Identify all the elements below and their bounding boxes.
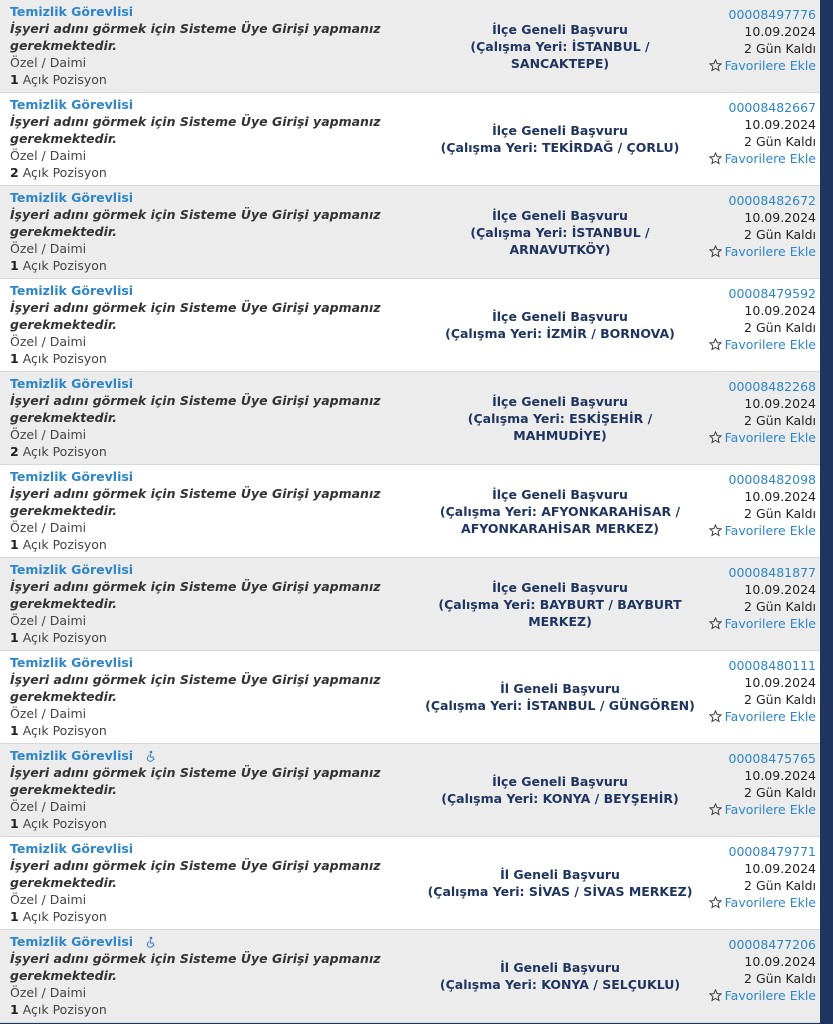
star-outline-icon bbox=[709, 152, 722, 165]
star-outline-icon bbox=[709, 431, 722, 444]
job-info bbox=[10, 282, 410, 367]
job-listing-row bbox=[0, 930, 820, 1023]
job-title-link[interactable]: Temizlik Görevlisi bbox=[10, 190, 134, 205]
open-positions-label: Açık Pozisyon bbox=[22, 816, 107, 831]
open-positions-count: 1 bbox=[10, 537, 19, 552]
employer-login-note: İşyeri adını görmek için Sisteme Üye Girişi yapmanız gerekmektedir. bbox=[10, 207, 381, 239]
add-to-favorites-label: Favorilere Ekle bbox=[724, 151, 816, 166]
job-title-link[interactable]: Temizlik Görevlisi bbox=[10, 934, 134, 949]
listing-meta bbox=[686, 564, 816, 634]
scope-label: İl Geneli Başvuru bbox=[500, 867, 620, 882]
add-to-favorites-button[interactable] bbox=[709, 57, 816, 74]
application-scope bbox=[425, 465, 695, 557]
listing-number-link[interactable]: 00008497776 bbox=[728, 7, 816, 22]
listing-meta bbox=[686, 99, 816, 169]
open-positions-count: 2 bbox=[10, 444, 19, 459]
listing-date: 10.09.2024 bbox=[744, 768, 816, 783]
employment-type: Özel / Daimi bbox=[10, 706, 87, 721]
listing-number-link[interactable]: 00008482098 bbox=[728, 472, 816, 487]
add-to-favorites-label: Favorilere Ekle bbox=[724, 616, 816, 631]
employer-login-note: İşyeri adını görmek için Sisteme Üye Girişi yapmanız gerekmektedir. bbox=[10, 858, 381, 890]
employer-login-note: İşyeri adını görmek için Sisteme Üye Girişi yapmanız gerekmektedir. bbox=[10, 21, 381, 53]
work-location: (Çalışma Yeri: KONYA / BEYŞEHİR) bbox=[441, 791, 679, 806]
listing-date: 10.09.2024 bbox=[744, 489, 816, 504]
job-title-link[interactable]: Temizlik Görevlisi bbox=[10, 562, 134, 577]
star-outline-icon bbox=[709, 989, 722, 1002]
open-positions-label: Açık Pozisyon bbox=[22, 165, 107, 180]
open-positions-label: Açık Pozisyon bbox=[22, 909, 107, 924]
scope-label: İlçe Geneli Başvuru bbox=[492, 123, 628, 138]
days-remaining: 2 Gün Kaldı bbox=[744, 41, 816, 56]
employer-login-note: İşyeri adını görmek için Sisteme Üye Girişi yapmanız gerekmektedir. bbox=[10, 114, 381, 146]
open-positions bbox=[10, 350, 410, 367]
days-remaining: 2 Gün Kaldı bbox=[744, 506, 816, 521]
job-title-line bbox=[10, 561, 410, 578]
star-outline-icon bbox=[709, 710, 722, 723]
job-info bbox=[10, 375, 410, 460]
employment-type: Özel / Daimi bbox=[10, 613, 87, 628]
employer-login-note: İşyeri adını görmek için Sisteme Üye Girişi yapmanız gerekmektedir. bbox=[10, 951, 381, 983]
add-to-favorites-button[interactable] bbox=[709, 522, 816, 539]
open-positions-label: Açık Pozisyon bbox=[22, 630, 107, 645]
scope-label: İlçe Geneli Başvuru bbox=[492, 309, 628, 324]
days-remaining: 2 Gün Kaldı bbox=[744, 878, 816, 893]
listing-date: 10.09.2024 bbox=[744, 210, 816, 225]
listing-meta bbox=[686, 192, 816, 262]
job-info bbox=[10, 933, 410, 1018]
listing-date: 10.09.2024 bbox=[744, 117, 816, 132]
employer-login-note: İşyeri adını görmek için Sisteme Üye Girişi yapmanız gerekmektedir. bbox=[10, 579, 381, 611]
days-remaining: 2 Gün Kaldı bbox=[744, 134, 816, 149]
open-positions-count: 1 bbox=[10, 723, 19, 738]
star-outline-icon bbox=[709, 617, 722, 630]
open-positions bbox=[10, 908, 410, 925]
job-title-link[interactable]: Temizlik Görevlisi bbox=[10, 97, 134, 112]
application-scope bbox=[425, 930, 695, 1022]
application-scope bbox=[425, 279, 695, 371]
listing-number-link[interactable]: 00008479771 bbox=[728, 844, 816, 859]
application-scope bbox=[425, 744, 695, 836]
job-listing-row bbox=[0, 651, 820, 744]
job-info bbox=[10, 654, 410, 739]
open-positions-count: 2 bbox=[10, 165, 19, 180]
star-outline-icon bbox=[709, 338, 722, 351]
job-title-link[interactable]: Temizlik Görevlisi bbox=[10, 841, 134, 856]
open-positions bbox=[10, 629, 410, 646]
job-title-link[interactable]: Temizlik Görevlisi bbox=[10, 4, 134, 19]
days-remaining: 2 Gün Kaldı bbox=[744, 320, 816, 335]
application-scope bbox=[425, 372, 695, 464]
open-positions bbox=[10, 1001, 410, 1018]
application-scope bbox=[425, 558, 695, 650]
work-location: (Çalışma Yeri: SİVAS / SİVAS MERKEZ) bbox=[427, 884, 693, 899]
work-location: (Çalışma Yeri: İZMİR / BORNOVA) bbox=[445, 326, 675, 341]
job-info bbox=[10, 96, 410, 181]
work-location: (Çalışma Yeri: TEKİRDAĞ / ÇORLU) bbox=[440, 140, 680, 155]
job-listing-row bbox=[0, 837, 820, 930]
job-listing-row bbox=[0, 465, 820, 558]
scope-label: İlçe Geneli Başvuru bbox=[492, 774, 628, 789]
employer-login-note: İşyeri adını görmek için Sisteme Üye Girişi yapmanız gerekmektedir. bbox=[10, 765, 381, 797]
listing-number-link[interactable]: 00008475765 bbox=[728, 751, 816, 766]
employment-type: Özel / Daimi bbox=[10, 985, 87, 1000]
employer-login-note: İşyeri adını görmek için Sisteme Üye Girişi yapmanız gerekmektedir. bbox=[10, 672, 381, 704]
open-positions-label: Açık Pozisyon bbox=[22, 444, 107, 459]
star-outline-icon bbox=[709, 524, 722, 537]
star-outline-icon bbox=[709, 245, 722, 258]
open-positions bbox=[10, 71, 410, 88]
open-positions-count: 1 bbox=[10, 351, 19, 366]
job-info bbox=[10, 561, 410, 646]
listing-date: 10.09.2024 bbox=[744, 675, 816, 690]
work-location: (Çalışma Yeri: AFYONKARAHİSAR / AFYONKARAHİSAR MERKEZ) bbox=[439, 503, 681, 536]
work-location: (Çalışma Yeri: İSTANBUL / GÜNGÖREN) bbox=[425, 698, 695, 713]
job-title-line bbox=[10, 189, 410, 206]
listing-date: 10.09.2024 bbox=[744, 954, 816, 969]
application-scope bbox=[425, 0, 695, 92]
scope-label: İlçe Geneli Başvuru bbox=[492, 393, 628, 409]
job-title-line bbox=[10, 654, 410, 671]
job-listing-row bbox=[0, 372, 820, 465]
open-positions-label: Açık Pozisyon bbox=[22, 72, 107, 87]
application-scope bbox=[425, 651, 695, 743]
open-positions-label: Açık Pozisyon bbox=[22, 258, 107, 273]
scope-label: İlçe Geneli Başvuru bbox=[492, 486, 628, 502]
open-positions-label: Açık Pozisyon bbox=[22, 537, 107, 552]
employer-login-note: İşyeri adını görmek için Sisteme Üye Girişi yapmanız gerekmektedir. bbox=[10, 393, 381, 425]
disabled-person-icon bbox=[145, 750, 157, 762]
work-location: (Çalışma Yeri: İSTANBUL / ARNAVUTKÖY) bbox=[470, 224, 650, 257]
add-to-favorites-label: Favorilere Ekle bbox=[724, 709, 816, 724]
listing-meta bbox=[686, 378, 816, 448]
add-to-favorites-label: Favorilere Ekle bbox=[724, 988, 816, 1003]
listing-meta bbox=[686, 750, 816, 820]
listing-number-link[interactable]: 00008480111 bbox=[728, 658, 816, 673]
add-to-favorites-label: Favorilere Ekle bbox=[724, 58, 816, 73]
add-to-favorites-label: Favorilere Ekle bbox=[724, 337, 816, 352]
job-listing-row bbox=[0, 279, 820, 372]
employment-type: Özel / Daimi bbox=[10, 520, 87, 535]
job-title-link[interactable]: Temizlik Görevlisi bbox=[10, 655, 134, 670]
job-listing-row bbox=[0, 186, 820, 279]
open-positions-label: Açık Pozisyon bbox=[22, 723, 107, 738]
job-title-link[interactable]: Temizlik Görevlisi bbox=[10, 469, 134, 484]
job-listing-row bbox=[0, 0, 820, 93]
add-to-favorites-label: Favorilere Ekle bbox=[724, 523, 816, 538]
add-to-favorites-label: Favorilere Ekle bbox=[724, 802, 816, 817]
employment-type: Özel / Daimi bbox=[10, 427, 87, 442]
scope-label: İlçe Geneli Başvuru bbox=[492, 21, 628, 37]
open-positions-count: 1 bbox=[10, 72, 19, 87]
days-remaining: 2 Gün Kaldı bbox=[744, 413, 816, 428]
open-positions bbox=[10, 443, 410, 460]
open-positions bbox=[10, 536, 410, 553]
listing-date: 10.09.2024 bbox=[744, 396, 816, 411]
job-info bbox=[10, 3, 410, 88]
employer-login-note: İşyeri adını görmek için Sisteme Üye Girişi yapmanız gerekmektedir. bbox=[10, 300, 381, 332]
add-to-favorites-button[interactable] bbox=[709, 429, 816, 446]
work-location: (Çalışma Yeri: BAYBURT / BAYBURT MERKEZ) bbox=[438, 596, 682, 629]
days-remaining: 2 Gün Kaldı bbox=[744, 971, 816, 986]
open-positions bbox=[10, 815, 410, 832]
open-positions-count: 1 bbox=[10, 816, 19, 831]
add-to-favorites-button[interactable] bbox=[709, 894, 816, 911]
job-info bbox=[10, 468, 410, 553]
scope-label: İl Geneli Başvuru bbox=[500, 960, 620, 975]
listing-number-link[interactable]: 00008482667 bbox=[728, 100, 816, 115]
star-outline-icon bbox=[709, 803, 722, 816]
employment-type: Özel / Daimi bbox=[10, 892, 87, 907]
listing-meta bbox=[686, 657, 816, 727]
listing-number-link[interactable]: 00008477206 bbox=[728, 937, 816, 952]
job-title-line bbox=[10, 3, 410, 20]
job-title-link[interactable]: Temizlik Görevlisi bbox=[10, 748, 134, 763]
scope-label: İlçe Geneli Başvuru bbox=[492, 579, 628, 595]
job-title-line bbox=[10, 840, 410, 857]
listing-date: 10.09.2024 bbox=[744, 582, 816, 597]
job-listing-row bbox=[0, 744, 820, 837]
job-title-line bbox=[10, 933, 410, 950]
job-listing-row bbox=[0, 93, 820, 186]
days-remaining: 2 Gün Kaldı bbox=[744, 227, 816, 242]
job-info bbox=[10, 840, 410, 925]
employment-type: Özel / Daimi bbox=[10, 148, 87, 163]
add-to-favorites-label: Favorilere Ekle bbox=[724, 244, 816, 259]
open-positions bbox=[10, 257, 410, 274]
application-scope bbox=[425, 837, 695, 929]
add-to-favorites-button[interactable] bbox=[709, 150, 816, 167]
listing-meta bbox=[686, 471, 816, 541]
employment-type: Özel / Daimi bbox=[10, 334, 87, 349]
open-positions-count: 1 bbox=[10, 909, 19, 924]
page-edge bbox=[820, 0, 833, 1024]
job-title-line bbox=[10, 282, 410, 299]
add-to-favorites-button[interactable] bbox=[709, 801, 816, 818]
job-title-line bbox=[10, 96, 410, 113]
listing-date: 10.09.2024 bbox=[744, 24, 816, 39]
listing-number-link[interactable]: 00008479592 bbox=[728, 286, 816, 301]
employment-type: Özel / Daimi bbox=[10, 55, 87, 70]
listing-meta bbox=[686, 843, 816, 913]
listing-number-link[interactable]: 00008482268 bbox=[728, 379, 816, 394]
days-remaining: 2 Gün Kaldı bbox=[744, 599, 816, 614]
employment-type: Özel / Daimi bbox=[10, 799, 87, 814]
add-to-favorites-button[interactable] bbox=[709, 243, 816, 260]
job-listing-row bbox=[0, 558, 820, 651]
star-outline-icon bbox=[709, 896, 722, 909]
listing-date: 10.09.2024 bbox=[744, 861, 816, 876]
listing-date: 10.09.2024 bbox=[744, 303, 816, 318]
add-to-favorites-button[interactable] bbox=[709, 708, 816, 725]
add-to-favorites-button[interactable] bbox=[709, 615, 816, 632]
job-title-link[interactable]: Temizlik Görevlisi bbox=[10, 283, 134, 298]
listing-meta bbox=[686, 285, 816, 355]
days-remaining: 2 Gün Kaldı bbox=[744, 785, 816, 800]
open-positions-label: Açık Pozisyon bbox=[22, 1002, 107, 1017]
job-info bbox=[10, 189, 410, 274]
days-remaining: 2 Gün Kaldı bbox=[744, 692, 816, 707]
open-positions-label: Açık Pozisyon bbox=[22, 351, 107, 366]
add-to-favorites-button[interactable] bbox=[709, 987, 816, 1004]
listing-number-link[interactable]: 00008482672 bbox=[728, 193, 816, 208]
listing-meta bbox=[686, 6, 816, 76]
job-title-line bbox=[10, 375, 410, 392]
scope-label: İlçe Geneli Başvuru bbox=[492, 207, 628, 223]
application-scope bbox=[425, 186, 695, 278]
add-to-favorites-button[interactable] bbox=[709, 336, 816, 353]
application-scope bbox=[425, 93, 695, 185]
job-info bbox=[10, 747, 410, 832]
scope-label: İl Geneli Başvuru bbox=[500, 681, 620, 696]
work-location: (Çalışma Yeri: İSTANBUL / SANCAKTEPE) bbox=[470, 38, 650, 71]
open-positions-count: 1 bbox=[10, 1002, 19, 1017]
listing-number-link[interactable]: 00008481877 bbox=[728, 565, 816, 580]
job-title-link[interactable]: Temizlik Görevlisi bbox=[10, 376, 134, 391]
disabled-person-icon bbox=[145, 936, 157, 948]
work-location: (Çalışma Yeri: ESKİŞEHİR / MAHMUDİYE) bbox=[467, 410, 653, 443]
job-title-line bbox=[10, 747, 410, 764]
open-positions bbox=[10, 164, 410, 181]
open-positions-count: 1 bbox=[10, 630, 19, 645]
employer-login-note: İşyeri adını görmek için Sisteme Üye Girişi yapmanız gerekmektedir. bbox=[10, 486, 381, 518]
star-outline-icon bbox=[709, 59, 722, 72]
add-to-favorites-label: Favorilere Ekle bbox=[724, 430, 816, 445]
open-positions bbox=[10, 722, 410, 739]
employment-type: Özel / Daimi bbox=[10, 241, 87, 256]
job-title-line bbox=[10, 468, 410, 485]
add-to-favorites-label: Favorilere Ekle bbox=[724, 895, 816, 910]
open-positions-count: 1 bbox=[10, 258, 19, 273]
work-location: (Çalışma Yeri: KONYA / SELÇUKLU) bbox=[439, 977, 681, 992]
listing-meta bbox=[686, 936, 816, 1006]
